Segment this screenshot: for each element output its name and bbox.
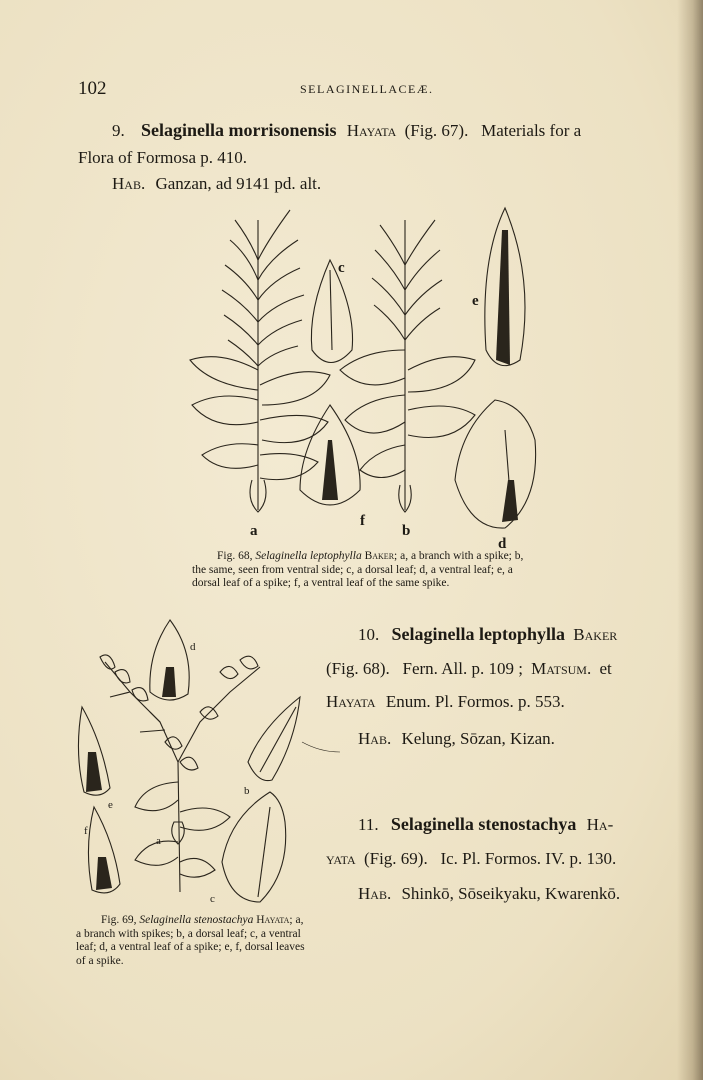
entry-11-number: 11. [358,815,379,834]
entry-10-ref2-text: Enum. Pl. Formos. p. 553. [385,692,565,711]
entry-9-habitat [112,174,321,194]
fig69-caption-species: Selaginella stenostachya [139,914,254,926]
entry-10-ref-et: et [599,659,612,678]
figure-69 [70,612,310,912]
entry-10-species: Selaginella leptophylla [391,624,566,644]
fig68-caption [192,550,532,591]
entry-9-author: Hayata [346,121,397,140]
page-number: 102 [78,78,107,99]
running-head: SELAGINELLACEÆ. [300,82,434,96]
entry-9-number: 9. [112,121,125,140]
fig68-leaf-d [455,400,536,528]
fig69-label-f: f [84,825,88,837]
fig68-caption-species: Selaginella leptophylla [255,550,362,562]
fig68-label-d: d [498,536,507,552]
fig69-label-d: d [190,641,196,653]
figure-68 [180,200,550,550]
entry-10-number: 10. [358,625,380,644]
fig69-specimen-a [100,655,260,892]
entry-11-author: Ha- [586,815,614,834]
fig68-leaf-e [485,208,525,366]
fig69-label-e: e [108,799,113,811]
fig69-caption-text: ; a, a branch with spikes; b, a dorsal leaf; c, a ventral leaf; d, a ventral leaf of a spike; e, f, dorsal leaves of a spike. [76,914,305,967]
entry-9-species: Selaginella morrisonensis [141,120,337,140]
fig68-label-b: b [402,523,411,539]
entry-9-hab-text: Ganzan, ad 9141 pd. alt. [155,174,322,193]
fig69-leaf-c [222,792,286,902]
fig69-label-a: a [156,835,161,847]
fig69-caption [76,914,308,968]
fig69-leaf-e [78,707,110,795]
fig68-label-a: a [250,523,258,539]
book-spine-shadow [677,0,703,1080]
entry-10-hab-label: Hab. [358,729,392,748]
fig68-label-e: e [472,293,479,309]
fig69-leaf-f [88,807,120,893]
fig69-leaf-d [150,620,189,700]
entry-11-species: Selaginella stenostachya [390,814,577,834]
entry-10-author: Baker [573,625,618,644]
entry-11-ref-text: (Fig. 69). Ic. Pl. Formos. IV. p. 130. [363,849,617,868]
fig69-caption-author: Hayata [256,914,290,926]
entry-10-heading [358,624,617,645]
fig68-caption-text: ; a, a branch with a spike; b, the same, seen from ventral side; c, a dorsal leaf; d, a ventral leaf; e, a dorsal leaf of a spike; f, a ventral leaf of the same spike. [192,550,524,589]
fig69-label-b: b [244,785,250,797]
entry-9-heading [112,120,581,141]
fig68-caption-author: Baker [364,550,395,562]
entry-11-hab-text: Shinkō, Sōseikyaku, Kwarenkō. [401,884,621,903]
entry-10-ref-author: Matsum. [531,659,592,678]
entry-11-heading [358,814,613,835]
fig69-label-c: c [210,893,215,905]
fig68-label-c: c [338,260,345,276]
entry-9-reference-2: Flora of Formosa p. 410. [78,148,248,167]
fig68-leaf-f [300,405,360,505]
entry-10-reference [326,659,612,679]
entry-11-habitat [358,884,620,904]
entry-10-ref2-author: Hayata [326,692,376,711]
fig68-specimen-b [340,220,475,512]
entry-10-ref-text: (Fig. 68). Fern. All. p. 109 ; [326,659,523,678]
entry-9-hab-label: Hab. [112,174,146,193]
fig68-leaf-c [311,260,352,363]
entry-10-reference-2 [326,692,565,712]
fig68-caption-label: Fig. 68, [217,550,253,562]
fig68-label-f: f [360,513,365,529]
entry-10-hab-text: Kelung, Sōzan, Kizan. [401,729,555,748]
entry-9-reference: (Fig. 67). Materials for a [404,121,582,140]
fig69-caption-label: Fig. 69, [101,914,137,926]
fig69-leaf-b [248,697,300,781]
fig68-specimen-a [190,210,330,512]
entry-10-habitat [358,729,555,749]
entry-11-author-cont: yata [326,849,356,868]
entry-11-reference [326,849,616,869]
entry-11-hab-label: Hab. [358,884,392,903]
